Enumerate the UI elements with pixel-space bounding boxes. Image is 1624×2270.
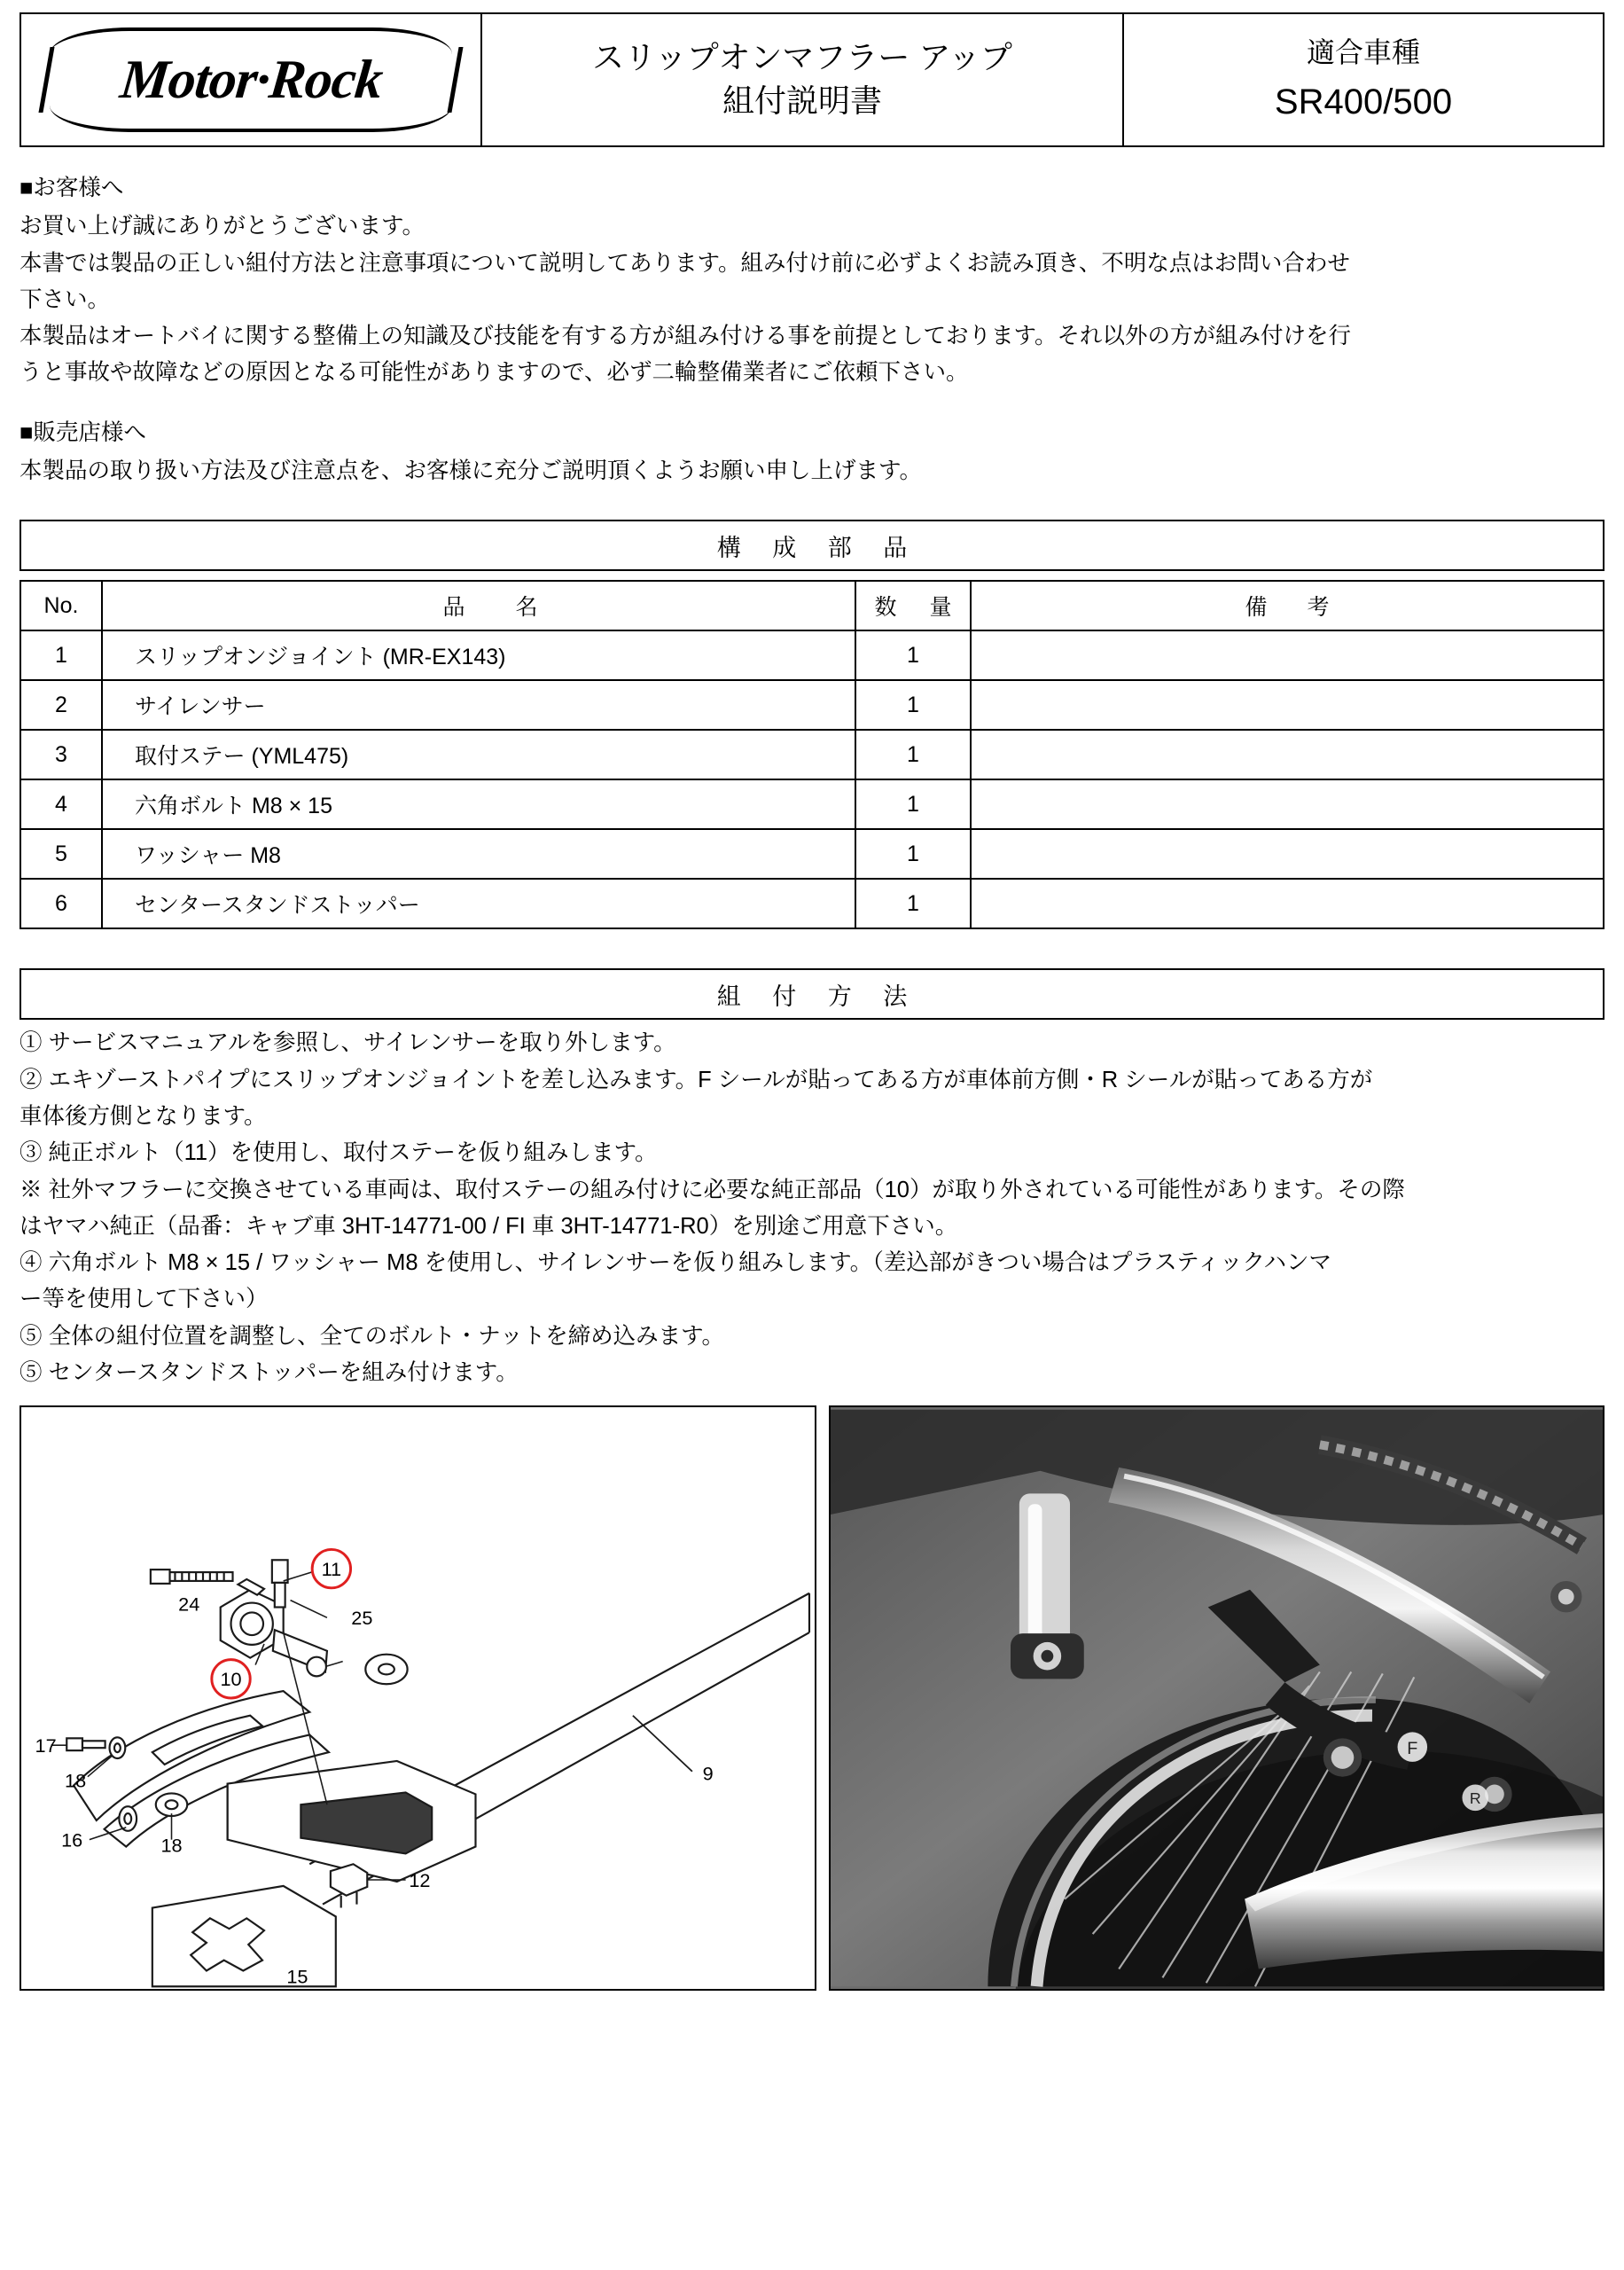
cell-remarks [971,730,1604,779]
cell-qty: 1 [855,779,971,829]
procedure-line-3: 車体後方側となります。 [20,1103,267,1129]
customer-notice-heading: ■お客様へ [20,176,124,200]
cell-name: ワッシャー M8 [102,829,855,879]
cell-no: 2 [20,680,102,730]
applicable-model-label: 適合車種 [1306,35,1420,68]
cell-qty: 1 [855,829,971,879]
callout-label-16: 16 [61,1828,83,1851]
cell-remarks [971,829,1604,879]
cell-remarks [971,680,1604,730]
table-row [20,730,1604,779]
customer-notice-line-3: 下さい。 [20,286,111,312]
document-title-line1: スリップオンマフラー アップ [592,39,1012,76]
column-header-no: No. [20,581,102,630]
procedure-line-1: ① サービスマニュアルを参照し、サイレンサーを取り外します。 [20,1030,676,1056]
procedure-line-7: ④ 六角ボルト M8 × 15 / ワッシャー M8 を使用し、サイレンサーを仮り組みします。（差込部がきつい場合はプラスティックハンマ [20,1250,1332,1276]
parts-section-title: 構 成 部 品 [20,520,1604,571]
cell-name: サイレンサー [102,680,855,730]
procedure-section-title: 組 付 方 法 [20,968,1604,1020]
cell-qty: 1 [855,879,971,928]
column-header-remarks: 備 考 [971,581,1604,630]
table-row [20,630,1604,680]
customer-notice-line-1: お買い上げ誠にありがとうございます。 [20,214,425,239]
table-row [20,779,1604,829]
cell-name: センタースタンドストッパー [102,879,855,928]
exploded-diagram-figure [20,1405,816,1991]
callout-label-12: 12 [409,1869,431,1892]
cell-name: スリップオンジョイント (MR-EX143) [102,630,855,680]
customer-notice-block [20,170,1604,392]
decal-label-r: R [1469,1789,1481,1808]
applicable-model-value: SR400/500 [1274,82,1453,122]
customer-notice-line-2: 本書では製品の正しい組付方法と注意事項について説明してあります。組み付け前に必ずよくお読み頂き、不明な点はお問い合わせ [20,250,1350,276]
table-row [20,879,1604,928]
document-header [20,12,1604,147]
cell-no: 6 [20,879,102,928]
logo-graphic [43,31,459,129]
cell-name: 六角ボルト M8 × 15 [102,779,855,829]
applicable-model [1124,14,1603,145]
callout-label-18b: 18 [160,1834,183,1857]
cell-no: 1 [20,630,102,680]
procedure-line-2: ② エキゾーストパイプにスリップオンジョイントを差し込みます。F シールが貼ってある方が車体前方側・R シールが貼ってある方が [20,1067,1373,1092]
exploded-diagram-svg [21,1407,815,1989]
customer-notice-line-5: うと事故や故障などの原因となる可能性がありますので、必ず二輪整備業者にご依頼下さい。 [20,360,969,386]
callout-label-9: 9 [702,1762,714,1785]
cell-no: 4 [20,779,102,829]
column-header-name: 品 名 [102,581,855,630]
cell-remarks [971,630,1604,680]
cell-qty: 1 [855,680,971,730]
document-title-line2: 組付説明書 [722,82,882,119]
dealer-notice-block [20,415,1604,490]
procedure-line-10: ⑤ センタースタンドストッパーを組み付けます。 [20,1360,519,1386]
callout-label-25: 25 [351,1607,373,1630]
parts-table [20,580,1604,929]
cell-no: 5 [20,829,102,879]
brand-logo [21,14,482,145]
decal-label-f: F [1407,1739,1418,1759]
table-header-row [20,581,1604,630]
document-title [482,14,1124,145]
cell-remarks [971,879,1604,928]
procedure-steps [20,1025,1604,1391]
column-header-qty: 数 量 [855,581,971,630]
procedure-line-5: ※ 社外マフラーに交換させている車両は、取付ステーの組み付けに必要な純正部品（10）が取り外されている可能性があります。その際 [20,1177,1405,1202]
callout-label-17: 17 [35,1734,57,1757]
dealer-notice-line-1: 本製品の取り扱い方法及び注意点を、お客様に充分ご説明頂くようお願い申し上げます。 [20,458,922,484]
table-row [20,829,1604,879]
callout-label-11: 11 [321,1558,342,1581]
installation-photo-figure [829,1405,1604,1991]
customer-notice-line-4: 本製品はオートバイに関する整備上の知識及び技能を有する方が組み付ける事を前提としております。それ以外の方が組み付けを行 [20,324,1351,349]
callout-label-10: 10 [220,1668,242,1691]
cell-remarks [971,779,1604,829]
figure-row [20,1405,1604,1991]
cell-qty: 1 [855,630,971,680]
procedure-line-9: ⑤ 全体の組付位置を調整し、全てのボルト・ナットを締め込みます。 [20,1323,725,1349]
table-row [20,680,1604,730]
logo-tail-right-icon [447,47,463,113]
callout-label-24: 24 [178,1593,200,1616]
procedure-line-8: ー等を使用して下さい） [20,1287,269,1312]
procedure-line-6: はヤマハ純正（品番：キャブ車 3HT-14771-00 / FI 車 3HT-14771-R0）を別途ご用意下さい。 [20,1213,958,1239]
cell-no: 3 [20,730,102,779]
cell-name: 取付ステー (YML475) [102,730,855,779]
cell-qty: 1 [855,730,971,779]
dealer-notice-heading: ■販売店様へ [20,419,146,445]
callout-label-18a: 18 [65,1769,87,1792]
logo-tail-left-icon [38,47,54,113]
logo-wordmark: Motor·Rock [117,49,386,110]
procedure-line-4: ③ 純正ボルト（11）を使用し、取付ステーを仮り組みします。 [20,1140,658,1166]
callout-label-15: 15 [286,1965,308,1988]
installation-photo-svg [831,1407,1603,1989]
